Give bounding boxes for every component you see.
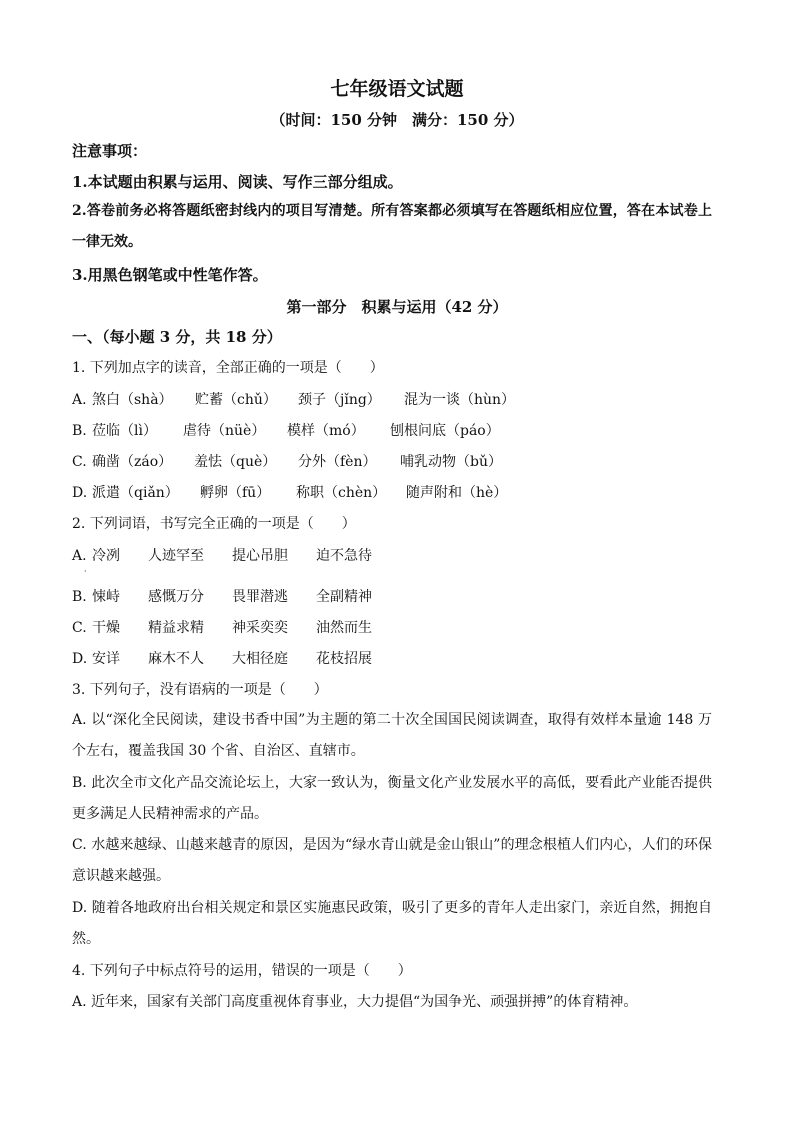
option-item: 随声附和（hè） bbox=[406, 485, 508, 501]
option-item: 派遣（qiǎn） bbox=[92, 485, 179, 501]
option-item: 大相径庭 bbox=[232, 651, 288, 667]
option-label: D. bbox=[72, 485, 88, 501]
question-3-stem: 3. 下列句子，没有语病的一项是（ ） bbox=[72, 682, 328, 698]
page-subtitle: （时间：150 分钟 满分：150 分） bbox=[270, 111, 524, 129]
option-item: 煞白（shà） bbox=[92, 392, 173, 408]
section-heading: 一、（每小题 3 分，共 18 分） bbox=[72, 328, 282, 346]
option-item: 贮蓄（chǔ） bbox=[195, 392, 277, 408]
option-item: 冷冽 bbox=[92, 548, 120, 564]
option-item: 分外（fèn） bbox=[298, 454, 377, 470]
option-item: 混为一谈（hùn） bbox=[404, 392, 516, 408]
option-item: 确凿（záo） bbox=[92, 454, 173, 470]
question-3-option-b[interactable]: B. 此次全市文化产品交流论坛上，大家一致认为，衡量文化产业发展水平的高低，要看此产业能否提供更多满足人民精神需求的产品。 bbox=[72, 775, 712, 822]
option-item: 畏罪潜逃 bbox=[232, 589, 288, 605]
option-item: 迫不急待 bbox=[316, 548, 372, 564]
question-4-stem: 4. 下列句子中标点符号的运用，错误的一项是（ ） bbox=[72, 963, 412, 979]
question-4-option-a[interactable]: A. 近年来，国家有关部门高度重视体育事业，大力提倡“为国争光、顽强拼搏”的体育精神。 bbox=[72, 994, 638, 1010]
question-3-option-a[interactable]: A. 以“深化全民阅读，建设书香中国”为主题的第二十次全国国民阅读调查，取得有效样本量逾 148 万个左右，覆盖我国 30 个省、自治区、直辖市。 bbox=[72, 712, 712, 759]
option-item: 全副精神 bbox=[316, 589, 372, 605]
option-label: C. bbox=[72, 620, 87, 636]
option-label: A. bbox=[72, 548, 87, 564]
option-label: C. bbox=[72, 454, 87, 470]
notice-item-1: 1.本试题由积累与运用、阅读、写作三部分组成。 bbox=[72, 173, 403, 191]
option-label: A. bbox=[72, 392, 87, 408]
option-item: 羞怯（què） bbox=[194, 454, 277, 470]
option-item: 麻木不人 bbox=[148, 651, 204, 667]
option-item: 颈子（jǐng） bbox=[298, 392, 381, 408]
option-item: 莅临（lì） bbox=[92, 423, 157, 439]
option-item: 提心吊胆 bbox=[232, 548, 288, 564]
option-item: 花枝招展 bbox=[316, 651, 372, 667]
option-item: 称职（chèn） bbox=[296, 485, 387, 501]
notice-item-3: 3.用黑色钢笔或中性笔作答。 bbox=[72, 266, 268, 284]
option-item: 安详 bbox=[92, 651, 120, 667]
option-item: 悚峙 bbox=[92, 589, 120, 605]
option-item: 神采奕奕 bbox=[232, 620, 288, 636]
option-item: 人迹罕至 bbox=[148, 548, 204, 564]
question-1-stem: 1. 下列加点字的读音，全部正确的一项是（ ） bbox=[72, 360, 384, 376]
option-item: 油然而生 bbox=[316, 620, 372, 636]
option-item: 精益求精 bbox=[148, 620, 204, 636]
question-2-stem: 2. 下列词语，书写完全正确的一项是（ ） bbox=[72, 516, 356, 532]
option-label: B. bbox=[72, 423, 87, 439]
option-item: 哺乳动物（bǔ） bbox=[400, 454, 502, 470]
option-item: 感慨万分 bbox=[148, 589, 204, 605]
option-item: 刨根问底（páo） bbox=[390, 423, 500, 439]
option-item: 虐待（nüè） bbox=[183, 423, 266, 439]
question-3-option-c[interactable]: C. 水越来越绿、山越来越青的原因，是因为“绿水青山就是金山银山”的理念根植人们内心，人们的环保意识越来越强。 bbox=[72, 837, 712, 884]
part-heading: 第一部分 积累与运用（42 分） bbox=[286, 298, 508, 316]
option-label: D. bbox=[72, 651, 88, 667]
option-label: B. bbox=[72, 589, 87, 605]
option-item: 干燥 bbox=[92, 620, 120, 636]
option-item: 孵卵（fū） bbox=[200, 485, 271, 501]
page-title: 七年级语文试题 bbox=[330, 78, 464, 100]
question-3-option-d[interactable]: D. 随着各地政府出台相关规定和景区实施惠民政策，吸引了更多的青年人走出家门，亲近自然，拥抱自然。 bbox=[72, 900, 712, 947]
notice-heading: 注意事项： bbox=[72, 142, 148, 160]
emphasis-dot: · bbox=[84, 567, 87, 576]
notice-item-2: 2.答卷前务必将答题纸密封线内的项目写清楚。所有答案都必须填写在答题纸相应位置，答在本试卷上一律无效。 bbox=[72, 203, 712, 250]
option-item: 模样（mó） bbox=[287, 423, 365, 439]
